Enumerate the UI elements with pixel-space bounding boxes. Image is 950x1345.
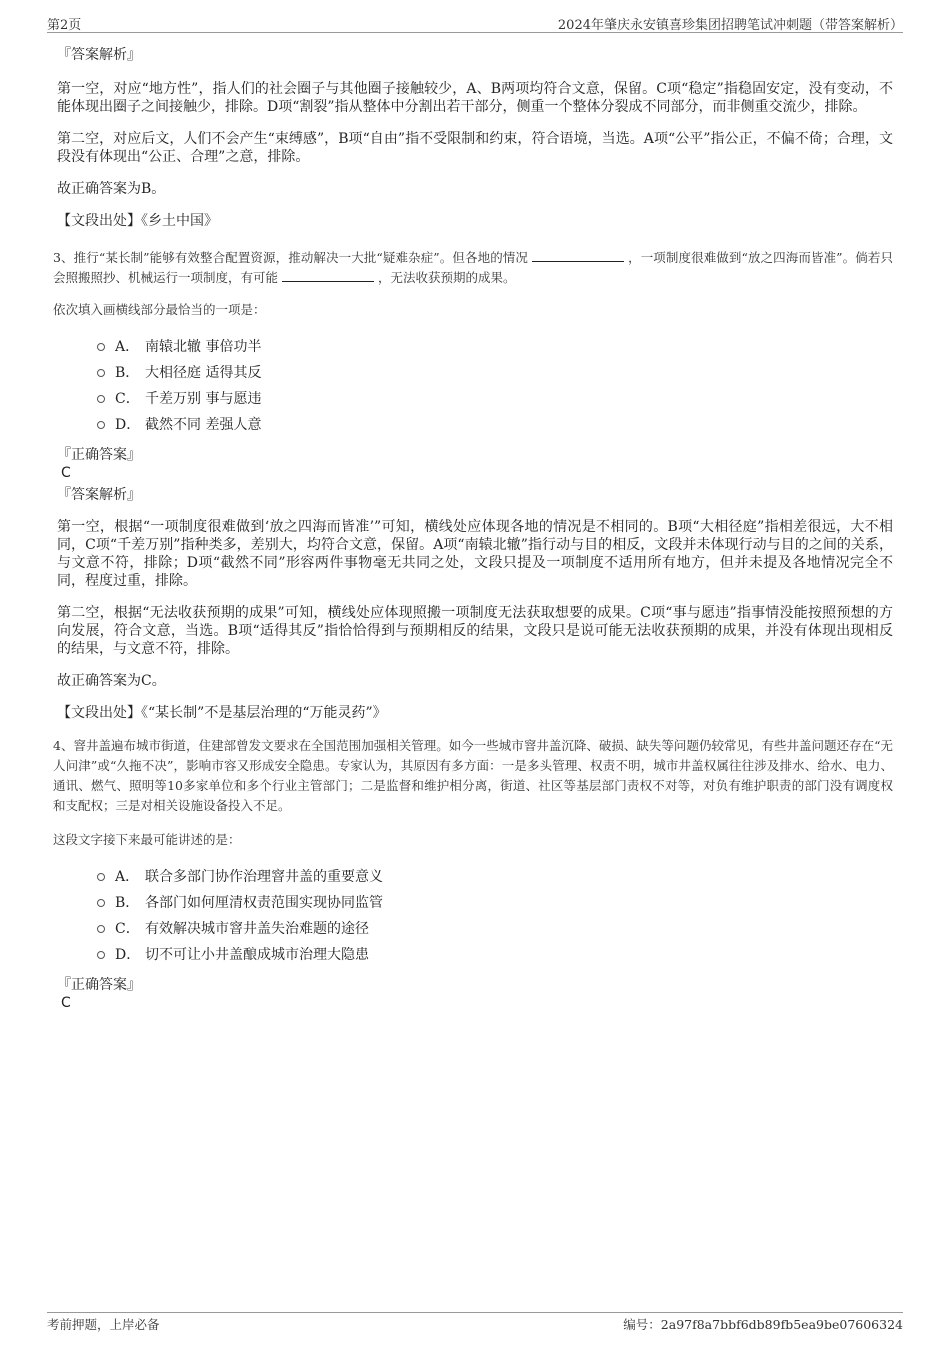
document-body	[53, 46, 893, 1012]
radio-icon[interactable]	[97, 369, 105, 377]
option-c[interactable]: C． 有效解决城市窨井盖失治难题的途径	[97, 916, 893, 942]
correct-answer: C	[61, 995, 71, 1011]
blank-line	[532, 249, 624, 262]
conclusion: 故正确答案为B。	[57, 181, 166, 197]
question-4-options	[57, 864, 893, 968]
radio-icon[interactable]	[97, 421, 105, 429]
correct-answer-label: 『正确答案』	[57, 977, 141, 993]
correct-answer: C	[61, 465, 71, 481]
radio-icon[interactable]	[97, 343, 105, 351]
page-footer	[47, 1312, 903, 1335]
blank-line	[282, 269, 374, 282]
radio-icon[interactable]	[97, 951, 105, 959]
analysis-paragraph: 第一空，对应“地方性”，指人们的社会圈子与其他圈子接触较少，A、B两项均符合文意，保留。C项“稳定”指稳固安定，没有变动，不能体现出圈子之间接触少，排除。D项“割裂”指从整体中分割出若干部分，侧重一个整体分裂成不同部分，而非侧重交流少，排除。	[57, 81, 893, 115]
source-citation: 【文段出处】《乡土中国》	[57, 213, 218, 229]
option-a[interactable]: A． 联合多部门协作治理窨井盖的重要意义	[97, 864, 893, 890]
question-4-stem: 4、窨井盖遍布城市街道，住建部曾发文要求在全国范围加强相关管理。如今一些城市窨井盖沉降、破损、缺失等问题仍较常见，有些井盖问题还存在“无人问津”或“久拖不决”，影响市容又形成安全隐患。专家认为，其原因有多方面：一是多头管理、权责不明，城市井盖权属往往涉及排水、给水、电力、通讯、燃气、照明等10多家单位和多个行业主管部门；二是监督和维护相分离，街道、社区等基层部门责权不对等，对负有维护职责的部门没有调度权和支配权；三是对相关设施设备投入不足。	[53, 738, 893, 813]
radio-icon[interactable]	[97, 925, 105, 933]
option-d[interactable]: D． 截然不同 差强人意	[97, 412, 893, 438]
option-a[interactable]: A． 南辕北辙 事倍功半	[97, 334, 893, 360]
source-citation: 【文段出处】《“某长制”不是基层治理的“万能灵药”》	[57, 705, 387, 721]
question-3-options	[57, 334, 893, 438]
option-b[interactable]: B． 各部门如何厘清权责范围实现协同监管	[97, 890, 893, 916]
radio-icon[interactable]	[97, 899, 105, 907]
option-d[interactable]: D． 切不可让小井盖酿成城市治理大隐患	[97, 942, 893, 968]
question-3-stem: 3、推行“某长制”能够有效整合配置资源，推动解决一大批“疑难杂症”。但各地的情况 ，一项制度很难做到“放之四海而皆准”。倘若只会照搬照抄、机械运行一项制度，有可能 ，无法收获预期的成果。	[53, 250, 893, 285]
document-title: 2024年肇庆永安镇喜珍集团招聘笔试冲刺题（带答案解析）	[557, 18, 903, 33]
radio-icon[interactable]	[97, 873, 105, 881]
radio-icon[interactable]	[97, 395, 105, 403]
analysis-label: 『答案解析』	[57, 487, 141, 503]
page-header	[47, 14, 903, 33]
option-b[interactable]: B． 大相径庭 适得其反	[97, 360, 893, 386]
analysis-paragraph: 第二空，对应后文，人们不会产生“束缚感”，B项“自由”指不受限制和约束，符合语境，当选。A项“公平”指公正，不偏不倚；合理，文段没有体现出“公正、合理”之意，排除。	[57, 131, 893, 165]
conclusion: 故正确答案为C。	[57, 673, 166, 689]
footer-slogan: 考前押题，上岸必备	[47, 1317, 160, 1332]
page-number: 第2页	[47, 18, 82, 33]
question-prompt: 依次填入画横线部分最恰当的一项是：	[53, 302, 266, 317]
analysis-paragraph: 第二空，根据“无法收获预期的成果”可知，横线处应体现照搬一项制度无法获取想要的成果。C项“事与愿违”指事情没能按照预想的方向发展，符合文意，当选。B项“适得其反”指恰恰得到与预期相反的结果，文段只是说可能无法收获预期的成果，并没有体现出现相反的结果，与文意不符，排除。	[57, 605, 893, 657]
analysis-paragraph: 第一空，根据“一项制度很难做到‘放之四海而皆准’”可知，横线处应体现各地的情况是不相同的。B项“大相径庭”指相差很远，大不相同，C项“千差万别”指种类多，差别大，均符合文意，保留。A项“南辕北辙”指行动与目的相反，文段并未体现行动与目的之间的关系，与文意不符，排除；D项“截然不同”形容两件事物毫无共同之处，文段只提及一项制度不适用所有地方，但并未提及各地情况完全不同，程度过重，排除。	[57, 519, 893, 589]
correct-answer-label: 『正确答案』	[57, 447, 141, 463]
question-prompt: 这段文字接下来最可能讲述的是：	[53, 832, 241, 847]
analysis-label: 『答案解析』	[57, 47, 141, 63]
option-c[interactable]: C． 千差万别 事与愿违	[97, 386, 893, 412]
document-code: 编号：2a97f8a7bbf6db89fb5ea9be07606324	[623, 1317, 903, 1332]
